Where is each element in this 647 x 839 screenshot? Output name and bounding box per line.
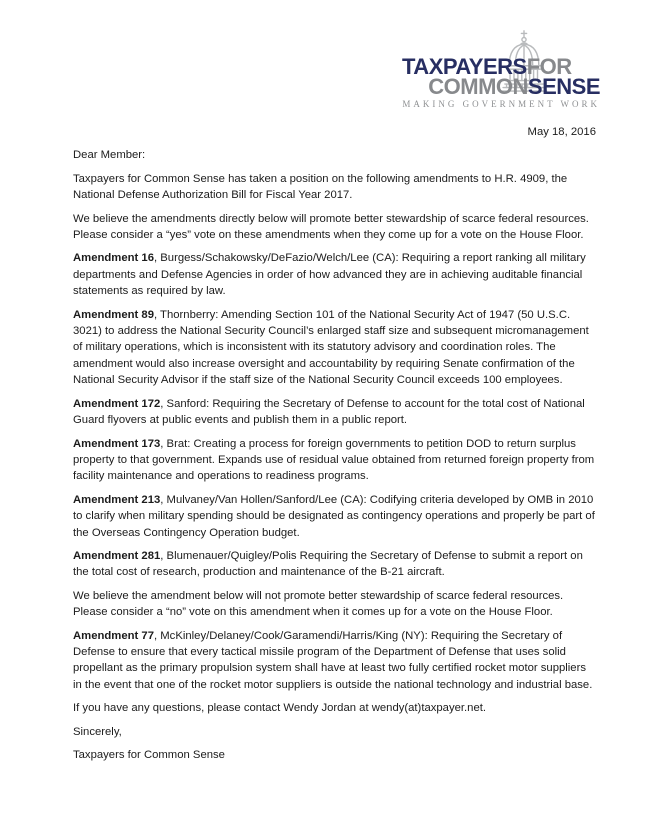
paragraph-text: We believe the amendments directly below will promote better stewardship of scarce federal resources. Please consider a “yes” vote on these amendments when they come up for a vote on the House Floor.	[73, 212, 589, 242]
paragraph-text: , Mulvaney/Van Hollen/Sanford/Lee (CA): Codifying criteria developed by OMB in 2010 to clarify when military spending should be designated as contingency operations and properly be part of the Overseas Contingency Operation budget.	[73, 493, 595, 539]
paragraph-text: If you have any questions, please contact Wendy Jordan at wendy(at)taxpayer.net.	[73, 702, 487, 715]
paragraph-text: We believe the amendment below will not promote better stewardship of scarce federal resources. Please consider a “no” vote on this amendment when it comes up for a vote on the House Floor.	[73, 589, 564, 619]
paragraph-text: , Thornberry: Amending Section 101 of the National Security Act of 1947 (50 U.S.C. 3021) to address the National Security Council’s enlarged staff size and subsequent micromanagement of military operations, which is inconsistent with its statutory advisory and coordination roles. The amendment would also increase oversight and accountability by requiring Senate confirmation of the National Security Advisor if the staff size of the National Security Council exceeds 100 employees.	[73, 308, 589, 387]
paragraph-text: , McKinley/Delaney/Cook/Garamendi/Harris/King (NY): Requiring the Secretary of Defense to ensure that every tactical missile program of the Department of Defense that uses solid propellant as the primary propulsion system shall have at least two fully certified rocket motor suppliers in the event that one of the rocket motor suppliers is outside the national technology and industrial base.	[73, 629, 593, 691]
paragraph-no-vote	[73, 588, 596, 621]
letter-date: May 18, 2016	[527, 126, 596, 138]
paragraph-text: , Burgess/Schakowsky/DeFazio/Welch/Lee (CA): Requiring a report ranking all military departments and Defense Agencies in order of how advanced they are in achieving auditable financial statements as required by law.	[73, 252, 586, 298]
paragraph-amendment-77	[73, 628, 596, 694]
paragraph-text: , Sanford: Requiring the Secretary of Defense to account for the total cost of National Guard flyovers at public events and publish them in a public report.	[73, 397, 585, 427]
paragraph-text: , Brat: Creating a process for foreign governments to petition DOD to return surplus property to that government. Expands use of residual value obtained from returned foreign property from facility maintenance and operations to readiness programs.	[73, 437, 595, 483]
amendment-number: Amendment 172	[73, 397, 161, 410]
signature-name	[73, 747, 596, 763]
logo-sense-text: SENSE	[527, 74, 600, 99]
amendment-number: Amendment 16	[73, 252, 154, 265]
amendment-number: Amendment 213	[73, 493, 161, 506]
logo-for-text: FOR	[526, 54, 572, 79]
paragraph-amendment-172	[73, 396, 596, 429]
paragraph-amendment-281	[73, 548, 596, 581]
salutation: Dear Member:	[73, 149, 146, 162]
logo-tagline: MAKING GOVERNMENT WORK	[402, 99, 600, 109]
amendment-number: Amendment 77	[73, 629, 154, 642]
paragraph-amendment-89	[73, 307, 596, 389]
paragraph-text: Taxpayers for Common Sense	[73, 749, 225, 761]
paragraph-amendment-213	[73, 492, 596, 541]
logo-taxpayers-text: TAXPAYERS	[402, 54, 527, 79]
paragraph-text: Sincerely,	[73, 725, 122, 738]
paragraph-intro	[73, 171, 596, 204]
paragraph-amendment-16	[73, 250, 596, 299]
closing-sincerely	[73, 724, 596, 740]
amendment-number: Amendment 89	[73, 308, 154, 321]
logo-common-text: COMMON	[428, 74, 528, 99]
amendment-number: Amendment 281	[73, 549, 161, 562]
paragraph-amendment-173	[73, 436, 596, 485]
logo-wordmark-line2	[428, 76, 600, 98]
amendment-number: Amendment 173	[73, 437, 161, 450]
letter-body	[73, 124, 596, 770]
organization-logo	[0, 28, 647, 118]
paragraph-text: , Blumenauer/Quigley/Polis Requiring the Secretary of Defense to submit a report on the total cost of research, production and maintenance of the B-21 aircraft.	[73, 549, 583, 579]
paragraph-text: Taxpayers for Common Sense has taken a position on the following amendments to H.R. 4909, the National Defense Authorization Bill for Fiscal Year 2017.	[73, 172, 568, 202]
paragraph-contact	[73, 700, 596, 716]
paragraph-yes-vote	[73, 211, 596, 244]
